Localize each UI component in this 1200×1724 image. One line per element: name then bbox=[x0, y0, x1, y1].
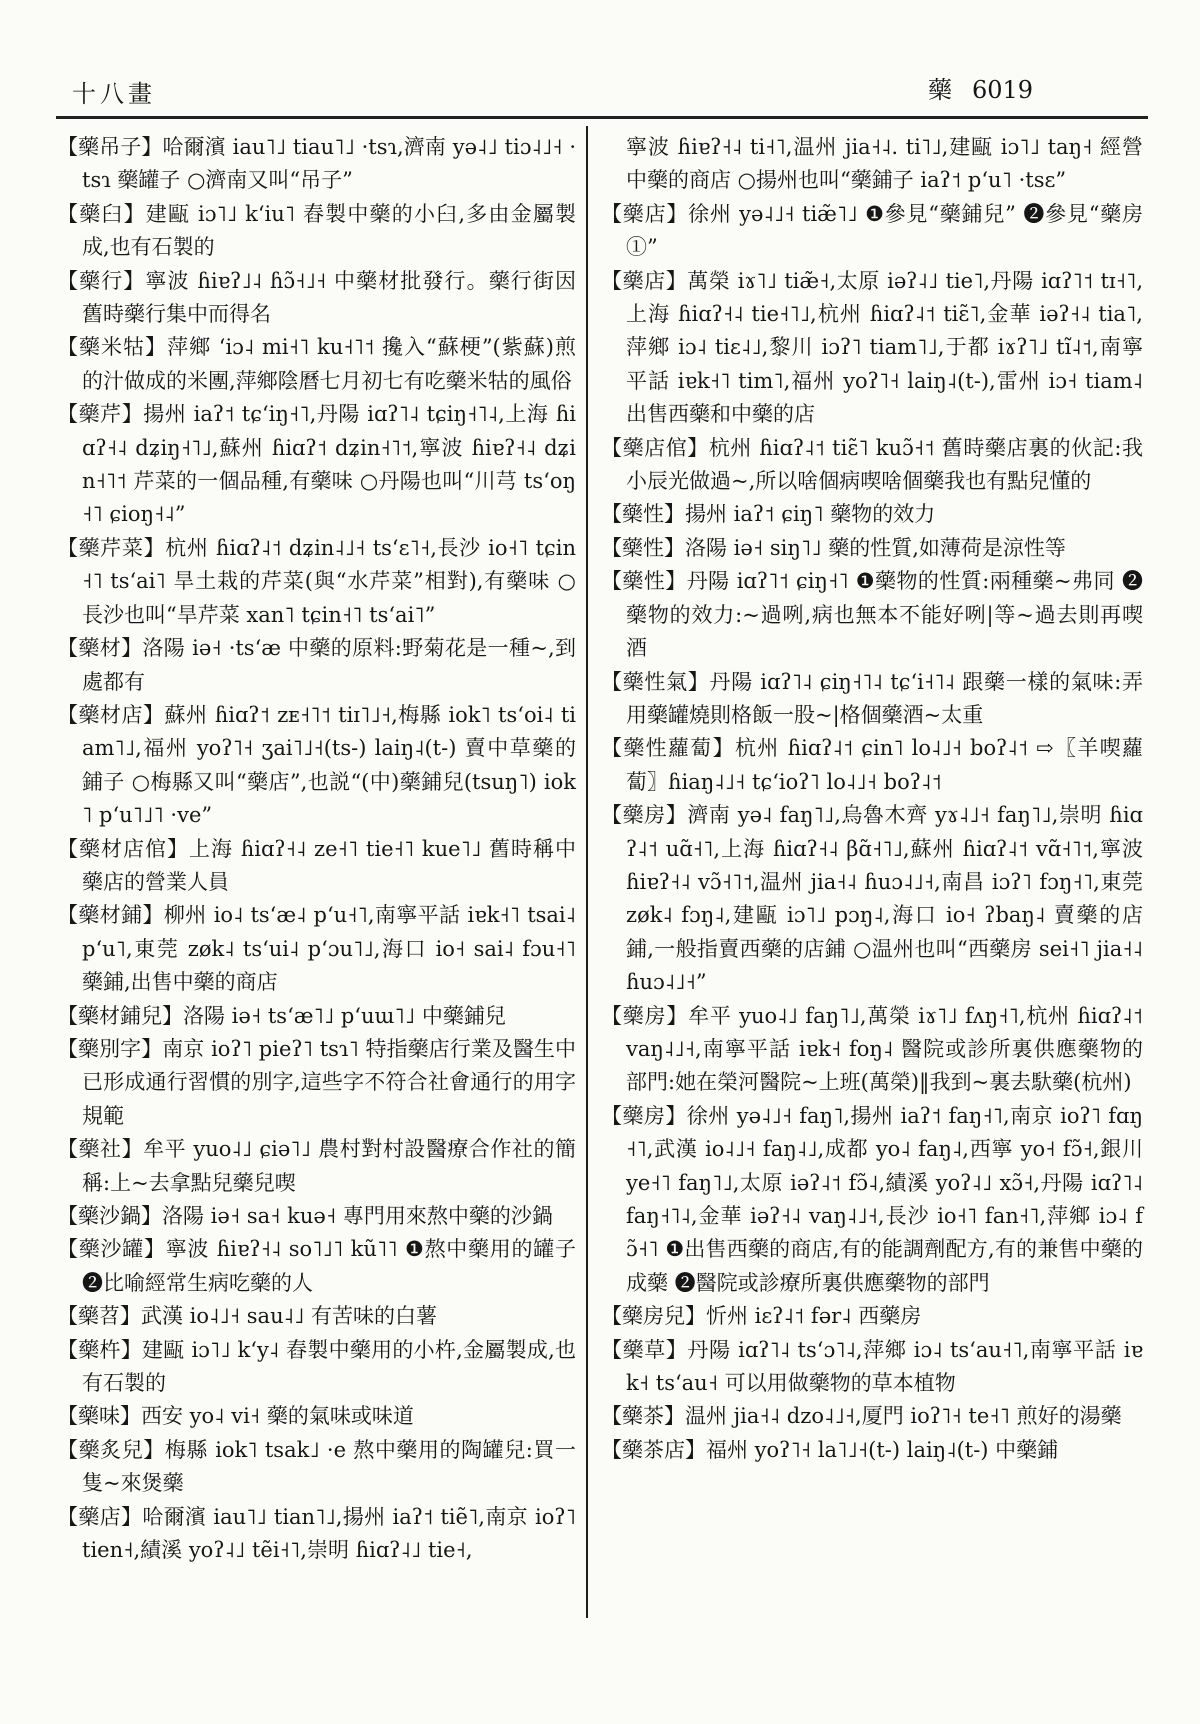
dictionary-entry: 【藥店】萬榮 iɤ˥˩ tiæ̃˧,太原 iəʔ˨˩ tie˥,丹陽 iɑʔ˥˦ tɪ˧˥,上海 ɦiɑʔ˧˨ tie˧˥˩,杭州 ɦiɑʔ˨˦ tiɛ̃˥,金華 iəʔ˧˨ tia˥,萍鄉 iɔ˨ tiɛ˨˩,黎川 iɔʔ˥ tiam˥˩,于都 iɤʔ˥˩ tĩ˨˦,南寧平話 iɐk˧˥ tim˥,福州 yoʔ˥˧ laiŋ˨(t-),雷州 iɔ˧ tiam˨ 出售西藥和中藥的店 bbox=[601, 268, 1143, 427]
dictionary-entry: 【藥芹】揚州 iaʔ˦ tɕʻiŋ˧˥,丹陽 iɑʔ˥˨ tɕiŋ˧˥˨,上海 ɦiɑʔ˧˨ dʑiŋ˧˥˩,蘇州 ɦiɑʔ˦ dʑin˧˥˦,寧波 ɦiɐʔ˧˨ dʑin˧˥˦ 芹菜的一個品種,有藥味 ○丹陽也叫“川芎 tsʻoŋ˧˥ ɕioŋ˧˨” bbox=[57, 402, 576, 527]
dictionary-entry: 【藥草】丹陽 iɑʔ˥˨ tsʻɔ˥˨,萍鄉 iɔ˨ tsʻau˧˥,南寧平話 iɐk˧ tsʻau˧ 可以用做藥物的草本植物 bbox=[601, 1337, 1143, 1396]
dictionary-entry: 【藥炙兒】梅縣 iok˥ tsak˩ ·e 熬中藥用的陶罐兒:買一隻~來煲藥 bbox=[57, 1437, 576, 1496]
dictionary-entry: 【藥苕】武漢 io˨˩˧ sau˨˩ 有苦味的白薯 bbox=[57, 1304, 437, 1329]
dictionary-entry: 【藥性】洛陽 iə˧ siŋ˥˩ 藥的性質,如薄荷是涼性等 bbox=[601, 535, 1066, 560]
dictionary-entry: 【藥性氣】丹陽 iɑʔ˥˨ ɕiŋ˧˥˨ tɕʻi˧˥˨ 跟藥一樣的氣味:弄用藥罐燒則格飯一股~|格個藥酒~太重 bbox=[601, 669, 1143, 727]
dictionary-entry: 【藥材鋪】柳州 io˨ tsʻæ˨ pʻu˧˥,南寧平話 iɐk˧˥ tsai˨ pʻu˥,東莞 zøk˨ tsʻui˨ pʻɔu˥˩,海口 io˧ sai˨ fɔu˧˥ 藥鋪,出售中藥的商店 bbox=[57, 903, 576, 995]
page-header-right bbox=[928, 70, 1033, 105]
dictionary-entry: 【藥材】洛陽 iə˧ ·tsʻæ 中藥的原料:野菊花是一種~,到處都有 bbox=[57, 636, 576, 694]
dictionary-entry: 【藥味】西安 yo˨ vi˧ 藥的氣味或味道 bbox=[57, 1404, 414, 1429]
head-character: 藥 bbox=[928, 76, 952, 104]
left-column bbox=[57, 131, 576, 1567]
dictionary-entry: 【藥沙罐】寧波 ɦiɐʔ˧˨ so˥˩˥ kũ˥˥ ❶熬中藥用的罐子 ❷比喻經常生病吃藥的人 bbox=[57, 1237, 576, 1295]
dictionary-entry: 【藥房】濟南 yə˨ faŋ˥˩,烏魯木齊 yɤ˨˩˧ faŋ˥˩,崇明 ɦiɑʔ˨˦ uɑ̃˧˥,上海 ɦiɑʔ˧˨ βɑ̃˧˥˩,蘇州 ɦiɑʔ˨˦ vɑ̃˧˥˦,寧波 ɦiɐʔ˧˨ vɔ̃˧˥˦,温州 jia˧˨ ɦuɔ˨˩˧,南昌 iɔʔ˥ fɔŋ˧˥,東莞 zøk˨ fɔŋ˨,建甌 iɔ˥˩ pɔŋ˨,海口 io˧ ʔbaŋ˨ 賣藥的店鋪,一般指賣西藥的店鋪 ○温州也叫“西藥房 sei˧˥ jia˧˨ ɦuɔ˨˩˧” bbox=[601, 803, 1143, 995]
dictionary-entry: 【藥店】徐州 yə˨˩˧ tiæ̃˥˩ ❶參見“藥鋪兒” ❷參見“藥房①” bbox=[601, 201, 1143, 260]
dictionary-entry: 【藥臼】建甌 iɔ˥˩ kʻiu˥ 舂製中藥的小臼,多由金屬製成,也有石製的 bbox=[57, 201, 576, 260]
dictionary-entry: 【藥杵】建甌 iɔ˥˩ kʻy˨ 舂製中藥用的小杵,金屬製成,也有石製的 bbox=[57, 1337, 576, 1396]
dictionary-entry: 【藥性】揚州 iaʔ˦ ɕiŋ˥ 藥物的效力 bbox=[601, 502, 936, 527]
dictionary-entry: 【藥芹菜】杭州 ɦiɑʔ˨˦ dʑin˨˩˧ tsʻɛ˥˧,長沙 io˧˥ tɕin˧˥ tsʻai˥ 旱土栽的芹菜(與“水芹菜”相對),有藥味 ○長沙也叫“旱芹菜 xan˥ tɕin˧˥ tsʻai˥” bbox=[57, 535, 576, 627]
dictionary-entry: 【藥店】哈爾濱 iau˥˩ tian˥˩,揚州 iaʔ˦ tiẽ˥,南京 ioʔ˥ tien˧,績溪 yoʔ˨˩ tẽi˧˥,崇明 ɦiɑʔ˨˩ tie˧, bbox=[57, 1504, 576, 1563]
dictionary-entry: 【藥吊子】哈爾濱 iau˥˩ tiau˥˩ ·tsɿ,濟南 yə˨˩ tiɔ˨˩˧ ·tsɿ 藥罐子 ○濟南又叫“吊子” bbox=[57, 135, 576, 193]
right-column bbox=[601, 131, 1143, 1467]
dictionary-entry: 【藥性蘿蔔】杭州 ɦiɑʔ˨˦ ɕin˥ lo˨˩˧ boʔ˨˦ ⇨〖羊喫蘿蔔〗ɦiaŋ˨˩˧ tɕʻioʔ˥ lo˨˩˧ boʔ˨˦ bbox=[601, 736, 1143, 794]
dictionary-entry: 【藥社】牟平 yuo˨˩ ɕiə˥˩ 農村對村設醫療合作社的簡稱:上~去拿點兒藥兒喫 bbox=[57, 1137, 576, 1195]
dictionary-entry-continuation: 寧波 ɦiɐʔ˧˨ ti˧˥,温州 jia˧˨. ti˥˩,建甌 iɔ˥˩ taŋ˧ 經營中藥的商店 ○揚州也叫“藥鋪子 iaʔ˦ pʻu˥ ·tsɛ” bbox=[626, 135, 1143, 193]
dictionary-entry: 【藥茶店】福州 yoʔ˥˧ la˥˩˧(t-) laiŋ˨(t-) 中藥鋪 bbox=[601, 1437, 1059, 1462]
dictionary-entry: 【藥房兒】忻州 iɛʔ˨˦ fər˨ 西藥房 bbox=[601, 1304, 922, 1329]
dictionary-entry: 【藥材鋪兒】洛陽 iə˧ tsʻæ˥˩ pʻuɯ˥˩ 中藥鋪兒 bbox=[57, 1003, 506, 1028]
dictionary-entry: 【藥沙鍋】洛陽 iə˧ sa˧ kuə˧ 專門用來熬中藥的沙鍋 bbox=[57, 1204, 553, 1228]
dictionary-entry: 【藥材店】蘇州 ɦiɑʔ˦ zᴇ˧˥˦ tiɪ˥˩˧,梅縣 iok˥ tsʻoi˨ tiam˥˩,福州 yoʔ˥˧ ʒai˥˩˧(ts-) laiŋ˨(t-) 賣中草藥的鋪子 ○梅縣又叫“藥店”,也説“(中)藥鋪兒(tsuŋ˥) iok˥ pʻu˥˩˥ ·ve” bbox=[57, 702, 576, 828]
dictionary-entry: 【藥米牯】萍鄉 ʻiɔ˨ mi˧˥ ku˧˥˦ 攙入“蘇梗”(紫蘇)煎的汁做成的米團,萍鄉陰曆七月初七有吃藥米牯的風俗 bbox=[57, 335, 576, 393]
dictionary-entry: 【藥茶】温州 jia˧˨ dzo˨˩˧,厦門 ioʔ˥˧ te˧˥ 煎好的湯藥 bbox=[601, 1404, 1122, 1429]
dictionary-entry: 【藥別字】南京 ioʔ˥ pieʔ˥ tsɿ˥ 特指藥店行業及醫生中已形成通行習慣的別字,這些字不符合社會通行的用字規範 bbox=[57, 1036, 576, 1128]
column-divider bbox=[586, 126, 588, 1618]
dictionary-entry: 【藥性】丹陽 iɑʔ˥˦ ɕiŋ˧˥ ❶藥物的性質:兩種藥~弗同 ❷藥物的效力:~過咧,病也無本不能好咧|等~過去則再喫酒 bbox=[601, 569, 1143, 661]
dictionary-entry: 【藥店倌】杭州 ɦiɑʔ˨˦ tiɛ̃˥ kuɔ̃˧˦ 舊時藥店裏的伙記:我小辰光做過~,所以啥個病喫啥個藥我也有點兒懂的 bbox=[601, 435, 1143, 494]
radical-section-label: 十八畫 bbox=[72, 80, 156, 108]
dictionary-entry: 【藥房】徐州 yə˨˩˧ faŋ˥,揚州 iaʔ˦ faŋ˧˥,南京 ioʔ˥ fɑŋ˧˥,武漢 io˨˩˧ faŋ˨˩,成都 yo˨ faŋ˨,西寧 yo˧ fɔ̃˧,銀川 ye˧˥ faŋ˥˩,太原 iəʔ˨˦ fɔ̃˨,績溪 yoʔ˨˩ xɔ̃˧,丹陽 iɑʔ˥˨ faŋ˧˥˨,金華 iəʔ˧˨ vaŋ˨˩˧,長沙 io˧˥ fan˧˥,萍鄉 iɔ˨ fɔ̃˧˥ ❶出售西藥的商店,有的能調劑配方,有的兼售中藥的成藥 ❷醫院或診療所裏供應藥物的部門 bbox=[601, 1103, 1143, 1295]
header-rule bbox=[56, 116, 1148, 119]
dictionary-entry: 【藥行】寧波 ɦiɐʔ˩˨ ɦɔ̃˧˩˧ 中藥材批發行。藥行街因舊時藥行集中而得名 bbox=[57, 268, 576, 327]
dictionary-entry: 【藥房】牟平 yuo˨˩ faŋ˥˩,萬榮 iɤ˥˩ fʌŋ˧˥,杭州 ɦiɑʔ˨˦ vaŋ˨˩˧,南寧平話 iɐk˧ foŋ˨ 醫院或診所裏供應藥物的部門:她在榮河醫院~上班(萬榮)‖我到~裏去馱藥(杭州) bbox=[601, 1003, 1143, 1095]
page-number: 6019 bbox=[972, 76, 1034, 104]
dictionary-entry: 【藥材店倌】上海 ɦiɑʔ˧˨ ze˧˥ tie˧˥ kue˥˩ 舊時稱中藥店的營業人員 bbox=[57, 836, 576, 894]
